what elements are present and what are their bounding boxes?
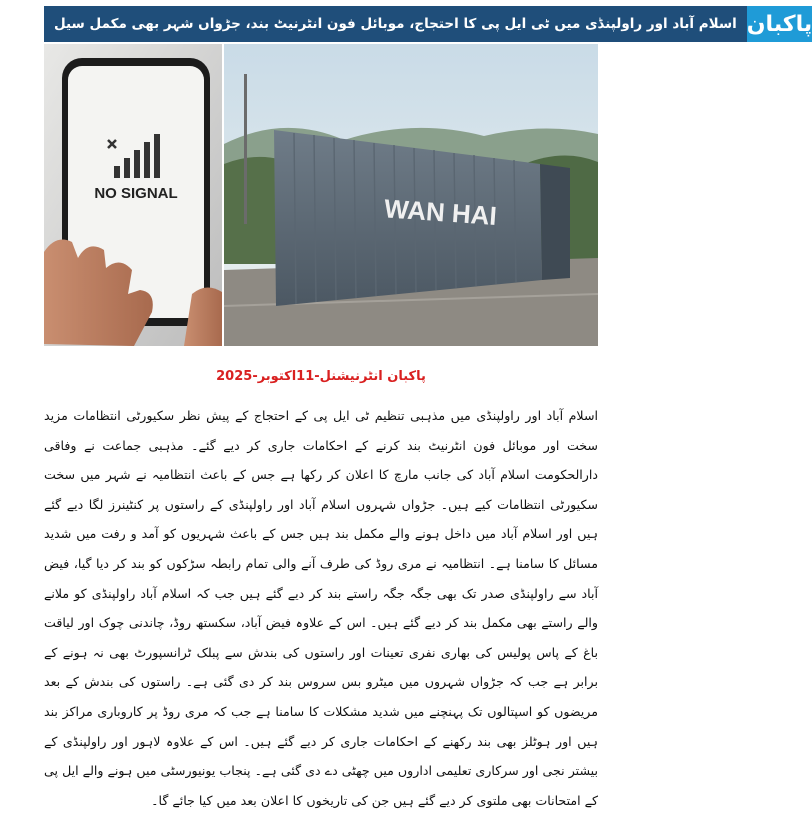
container-roadblock-photo [224,44,598,346]
article-body [44,401,598,815]
headline [44,6,747,42]
dateline [44,369,598,384]
no-signal-text: NO SIGNAL [94,185,178,202]
logo-text: پاکبان [746,11,812,37]
article-header [44,6,812,42]
article-paragraph: اسلام آباد اور راولپنڈی میں مذہبی تنظیم ٹی ایل پی کے احتجاج کے پیش نظر سکیورٹی انتظامات مزید سخت اور موبائل فون انٹرنیٹ بند کرنے کے احکامات جاری کر دیے گئے۔ مذہبی جماعت نے وفاقی دارالحکومت اسلام آباد کی جانب مارچ کا اعلان کر رکھا ہے جس کے باعث انتظامیہ نے شہر میں سخت سکیورٹی انتظامات کیے ہیں۔ جڑواں شہروں اسلام آباد اور راولپنڈی کے راستوں پر کنٹینرز لگا دیے گئے ہیں اور اسلام آباد میں داخل ہونے والے مکمل بند ہیں جس کے باعث شہریوں کو آمد و رفت میں شدید مسائل کا سامنا ہے۔ انتظامیہ نے مری روڈ کی طرف آنے والی تمام رابطہ سڑکوں کو بند کر دیا گیا، فیض آباد سے راولپنڈی صدر تک بھی جگہ جگہ راستے بند کر دیے گئے ہیں جب کہ اسلام آباد راولپنڈی کو ملانے والے راستے بھی مکمل بند کر دیے گئے ہیں۔ اس کے علاوہ فیض آباد، سکستھ روڈ، چاندنی چوک اور لیاقت باغ کے پاس پولیس کی بھاری نفری تعینات اور راستوں کی بندش سے پبلک ٹرانسپورٹ بھی نہ ہونے کے برابر ہے جب کہ جڑواں شہروں میں میٹرو بس سروس بند کر دی گئی ہے۔ راستوں کی بندش کے بعد مریضوں کو اسپتالوں تک پہنچنے میں شدید مشکلات کا سامنا ہے جب کہ مری روڈ پر کاروباری مراکز بند ہیں اور ہوٹلز بھی بند رکھنے کے احکامات جاری کر دیے گئے ہیں۔ اس کے علاوہ لاہور اور راولپنڈی کے بیشتر نجی اور سرکاری تعلیمی اداروں میں چھٹی دے دی گئی ہے۔ پنجاب یونیورسٹی میں ہونے والے ایل پی کے امتحانات بھی ملتوی کر دیے گئے ہیں جن کی تاریخوں کا اعلان بعد میں کیا جائے گا۔ [44,408,598,808]
container-brand-text: WAN HAI [383,193,498,232]
dateline-separator: - [314,369,320,384]
article-images [44,44,598,346]
logo [747,6,812,42]
phone-no-signal-photo [44,44,222,346]
dateline-source: پاکبان انٹرنیشنل [319,369,426,384]
dateline-date: 11اکتوبر-2025 [216,369,315,384]
headline-text: اسلام آباد اور راولپنڈی میں ٹی ایل پی کا احتجاج، موبائل فون انٹرنیٹ بند، جڑواں شہر بھی مکمل سیل [54,16,737,32]
